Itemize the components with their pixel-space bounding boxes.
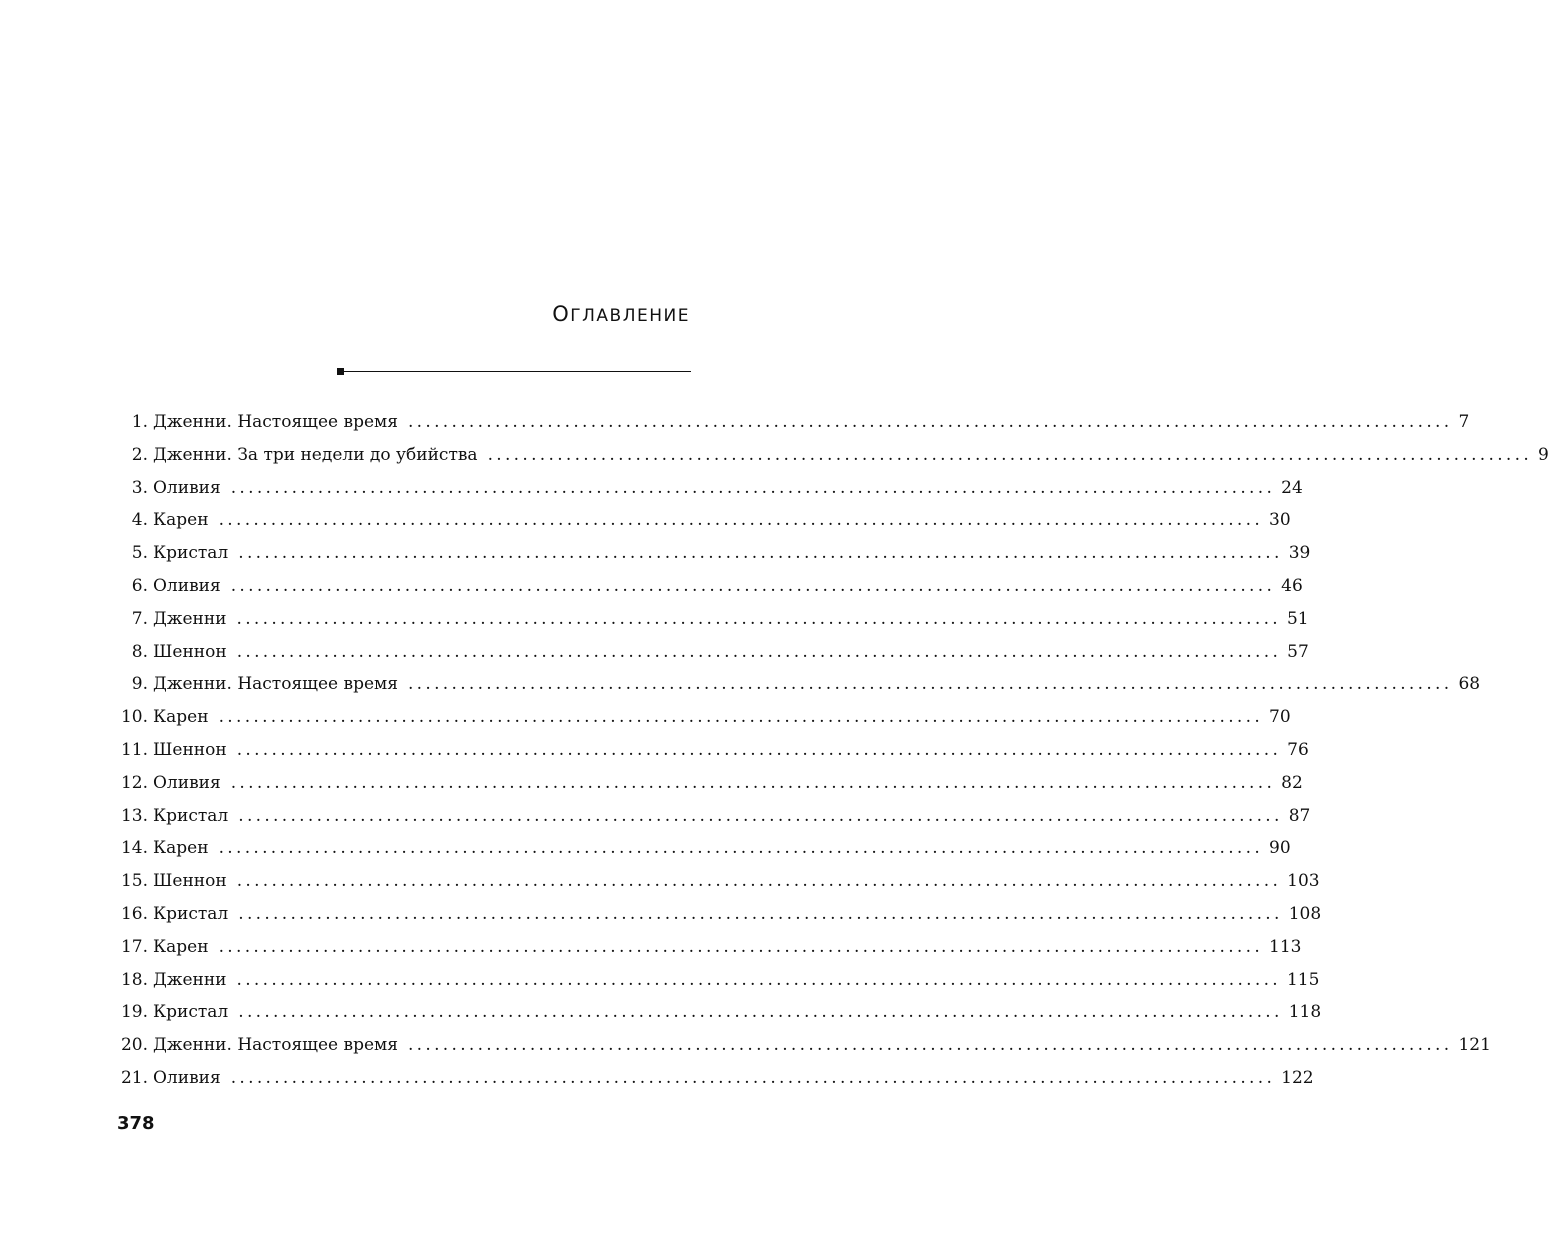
toc-entry-number: 8. <box>131 641 148 662</box>
toc-leader-dots: ........................................................................................................................ <box>230 575 1276 596</box>
toc-entry-title: Оливия <box>153 575 221 596</box>
toc-entry <box>110 1062 1314 1095</box>
toc-entry <box>110 570 1303 603</box>
toc-leader-dots: ........................................................................................................................ <box>230 772 1276 793</box>
toc-entry <box>110 668 1481 701</box>
toc-entry-page: 70 <box>1269 707 1291 728</box>
table-of-contents <box>110 406 1549 1095</box>
toc-entry <box>110 931 1302 964</box>
toc-entry <box>110 865 1320 898</box>
toc-entry-number: 16. <box>120 903 148 924</box>
toc-entry-number: 18. <box>120 969 148 990</box>
toc-leader-dots: ........................................................................................................................ <box>236 641 1282 662</box>
toc-entry-page: 103 <box>1287 871 1320 892</box>
toc-leader-dots: ........................................................................................................................ <box>230 1067 1276 1088</box>
toc-entry-number: 13. <box>120 805 148 826</box>
toc-entry <box>110 537 1311 570</box>
toc-leader-dots: ........................................................................................................................ <box>236 739 1282 760</box>
toc-entry <box>110 767 1303 800</box>
toc-leader-dots: ........................................................................................................................ <box>236 871 1282 892</box>
toc-leader-dots: ........................................................................................................................ <box>238 543 1283 564</box>
toc-entry-title: Дженни <box>153 608 227 629</box>
toc-entry-page: 7 <box>1458 412 1470 432</box>
toc-entry-number: 19. <box>120 1002 148 1023</box>
toc-entry-page: 46 <box>1281 575 1303 596</box>
toc-entry <box>110 439 1549 472</box>
toc-entry-title: Карен <box>153 936 209 957</box>
toc-entry <box>110 636 1309 669</box>
toc-entry-title: Шеннон <box>153 641 227 662</box>
toc-entry-page: 113 <box>1269 936 1302 957</box>
toc-leader-dots: ........................................................................................................................ <box>238 903 1283 924</box>
toc-leader-dots: ........................................................................................................................ <box>236 608 1281 629</box>
toc-entry-page: 115 <box>1286 969 1320 990</box>
toc-entry-page: 108 <box>1288 903 1322 924</box>
toc-entry-number: 4. <box>131 510 148 531</box>
toc-entry-number: 15. <box>120 871 148 892</box>
toc-entry-title: Дженни. За три недели до убийства <box>153 444 478 465</box>
toc-entry-title: Карен <box>153 510 209 531</box>
toc-entry <box>110 504 1291 537</box>
toc-leader-dots: ........................................................................................................................ <box>218 936 1264 957</box>
toc-entry-title: Дженни. Настоящее время <box>153 412 398 432</box>
toc-entry-title: Кристал <box>153 805 229 826</box>
toc-entry-page: 24 <box>1281 477 1303 498</box>
toc-leader-dots: ........................................................................................................................ <box>407 674 1453 695</box>
toc-entry-page: 39 <box>1288 543 1311 564</box>
toc-entry <box>110 964 1320 997</box>
toc-entry <box>110 1029 1491 1062</box>
toc-entry-number: 5. <box>131 543 148 564</box>
toc-entry-page: 118 <box>1288 1002 1322 1023</box>
toc-entry-page: 82 <box>1281 772 1303 793</box>
toc-entry <box>110 800 1311 833</box>
toc-entry <box>110 701 1291 734</box>
toc-entry-page: 87 <box>1288 805 1311 826</box>
toc-entry-page: 51 <box>1286 608 1309 629</box>
toc-leader-dots: ........................................................................................................................ <box>236 969 1281 990</box>
toc-entry-title: Дженни <box>153 969 227 990</box>
toc-entry-number: 7. <box>131 608 148 629</box>
toc-leader-dots: ........................................................................................................................ <box>218 838 1264 859</box>
toc-entry-title: Кристал <box>153 543 229 564</box>
toc-entry <box>110 472 1303 505</box>
toc-leader-dots: ........................................................................................................................ <box>238 1002 1283 1023</box>
toc-leader-dots: ........................................................................................................................ <box>407 412 1453 432</box>
toc-entry-title: Шеннон <box>153 871 227 892</box>
toc-entry-number: 6. <box>131 575 148 596</box>
rule-square-ornament <box>337 368 344 375</box>
toc-entry-page: 30 <box>1269 510 1291 531</box>
toc-entry <box>110 734 1309 767</box>
toc-entry-number: 20. <box>120 1035 148 1056</box>
toc-entry-title: Шеннон <box>153 739 227 760</box>
toc-entry-number: 3. <box>131 477 148 498</box>
toc-entry-title: Оливия <box>153 1067 221 1088</box>
toc-entry-number: 11. <box>120 739 148 760</box>
toc-entry-page: 122 <box>1281 1067 1314 1088</box>
toc-entry-number: 10. <box>120 707 148 728</box>
rule-line <box>344 371 691 372</box>
toc-entry-page: 121 <box>1458 1035 1491 1056</box>
toc-entry-page: 57 <box>1287 641 1309 662</box>
toc-entry-page: 90 <box>1269 838 1291 859</box>
title-rule <box>337 368 691 376</box>
page-number: 378 <box>117 1113 155 1134</box>
toc-entry <box>110 603 1309 636</box>
toc-entry-title: Оливия <box>153 772 221 793</box>
toc-leader-dots: ........................................................................................................................ <box>218 707 1264 728</box>
toc-entry-number: 1. <box>131 412 148 432</box>
toc-leader-dots: ........................................................................................................................ <box>238 805 1283 826</box>
toc-leader-dots: ........................................................................................................................ <box>407 1035 1453 1056</box>
toc-entry-title: Оливия <box>153 477 221 498</box>
toc-entry-number: 12. <box>120 772 148 793</box>
toc-entry <box>110 406 1470 439</box>
page-title-rest: ГЛАВЛЕНИЕ <box>570 306 690 326</box>
page-title <box>552 302 690 326</box>
toc-entry-page: 9 <box>1538 444 1549 465</box>
toc-entry-number: 21. <box>120 1067 148 1088</box>
toc-entry-number: 14. <box>120 838 148 859</box>
toc-entry <box>110 898 1322 931</box>
toc-entry-number: 2. <box>131 444 148 465</box>
toc-entry <box>110 832 1291 865</box>
page-title-initial: О <box>552 302 571 326</box>
toc-entry-title: Карен <box>153 707 209 728</box>
toc-entry-title: Дженни. Настоящее время <box>153 1035 398 1056</box>
toc-entry-title: Дженни. Настоящее время <box>153 674 398 695</box>
toc-entry <box>110 996 1322 1029</box>
toc-entry-page: 76 <box>1287 739 1309 760</box>
toc-entry-title: Карен <box>153 838 209 859</box>
toc-entry-number: 17. <box>120 936 148 957</box>
toc-entry-title: Кристал <box>153 1002 229 1023</box>
toc-entry-page: 68 <box>1458 674 1481 695</box>
toc-leader-dots: ........................................................................................................................ <box>230 477 1276 498</box>
toc-leader-dots: ........................................................................................................................ <box>487 444 1533 465</box>
toc-leader-dots: ........................................................................................................................ <box>218 510 1264 531</box>
toc-entry-number: 9. <box>131 674 148 695</box>
toc-entry-title: Кристал <box>153 903 229 924</box>
